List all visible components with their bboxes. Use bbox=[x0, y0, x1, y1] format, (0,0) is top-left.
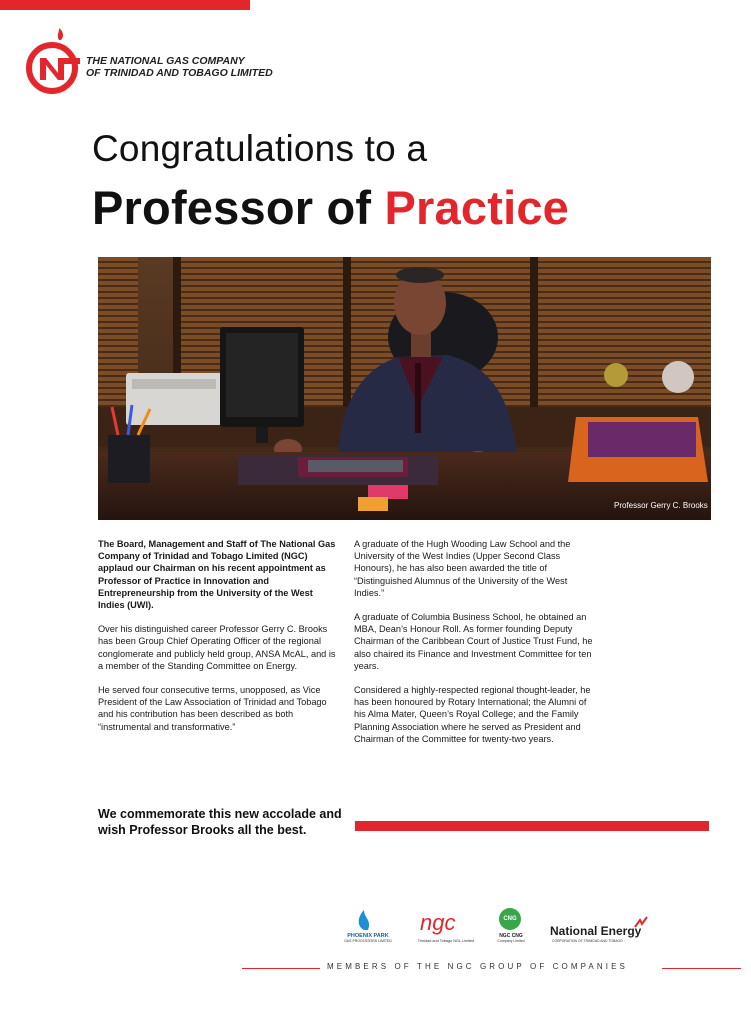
company-name-line2: OF TRINIDAD AND TOBAGO LIMITED bbox=[86, 67, 273, 79]
ngc-ngl-sub: Trinidad and Tobago NGL Limited bbox=[417, 939, 475, 943]
body-column-2 bbox=[354, 538, 596, 757]
phoenix-park-sub: GAS PROCESSORS LIMITED bbox=[344, 939, 392, 943]
paragraph: Considered a highly-respected regional thought-leader, he has been honoured by Rotary International; the Alumni of his Alma Mater, Queen’s Royal College; and the Family Planning Association where he served as President and Chairman of the Committee for twenty-two years. bbox=[354, 685, 591, 744]
ngc-cng-name: NGC CNG bbox=[499, 933, 523, 939]
footer-rule-left bbox=[242, 968, 320, 969]
members-footer bbox=[242, 962, 741, 974]
national-energy-name: National Energy bbox=[550, 924, 642, 938]
headline-line2 bbox=[92, 180, 569, 235]
company-name bbox=[86, 55, 273, 79]
national-energy-sub: CORPORATION OF TRINIDAD AND TOBAGO bbox=[552, 939, 623, 943]
closing-red-bar bbox=[355, 821, 709, 831]
members-text: MEMBERS OF THE NGC GROUP OF COMPANIES bbox=[327, 962, 628, 971]
top-red-bar bbox=[0, 0, 250, 10]
headline-line1: Congratulations to a bbox=[92, 128, 428, 169]
body-column-1 bbox=[98, 538, 340, 745]
portrait-photo bbox=[98, 257, 711, 520]
photo-caption: Professor Gerry C. Brooks bbox=[614, 501, 708, 510]
closing-line2: wish Professor Brooks all the best. bbox=[98, 823, 307, 837]
ngc-ngl-mark: ngc bbox=[420, 910, 456, 935]
paragraph: A graduate of Columbia Business School, he obtained an MBA, Dean’s Honour Roll. As former founding Deputy Chairman of the Caribbean Court of Justice Trust Fund, he also chaired its Finance and Investment Committee for ten years. bbox=[354, 612, 593, 671]
phoenix-park-flame-icon bbox=[338, 908, 398, 932]
ngc-logo-icon bbox=[26, 28, 82, 96]
paragraph: He served four consecutive terms, unopposed, as Vice President of the Law Association of Trinidad and Tobago and his contribution has been described as both “instrumental and transformative.” bbox=[98, 685, 327, 732]
paragraph: Over his distinguished career Professor Gerry C. Brooks has been Group Chief Operating Officer of the regional conglomerate and publicly held group, ANSA McAL, and is a member of the Standing Committee on Energy. bbox=[98, 624, 336, 671]
closing-line1: We commemorate this new accolade and bbox=[98, 807, 342, 821]
closing-statement bbox=[98, 806, 342, 838]
paragraph: A graduate of the Hugh Wooding Law School and the University of the West Indies (Upper Second Class Honours), he has also been awarded the title of “Distinguished Alumnus of the University of the West Indies.” bbox=[354, 539, 571, 598]
company-name-line1: THE NATIONAL GAS COMPANY bbox=[86, 55, 245, 67]
cng-badge-icon: CNG bbox=[499, 908, 521, 930]
headline-highlight: Practice bbox=[384, 181, 570, 234]
ngc-cng-sub: Company Limited bbox=[497, 939, 525, 943]
footer-rule-right bbox=[662, 968, 741, 969]
lead-paragraph: The Board, Management and Staff of The National Gas Company of Trinidad and Tobago Limited (NGC) applaud our Chairman on his recent appointment as Professor of Practice in Innovation and Entrepreneurship from the University of the West Indies (UWI). bbox=[98, 539, 336, 611]
headline-prefix: Professor of bbox=[92, 181, 385, 234]
phoenix-park-name: PHOENIX PARK bbox=[347, 933, 389, 939]
